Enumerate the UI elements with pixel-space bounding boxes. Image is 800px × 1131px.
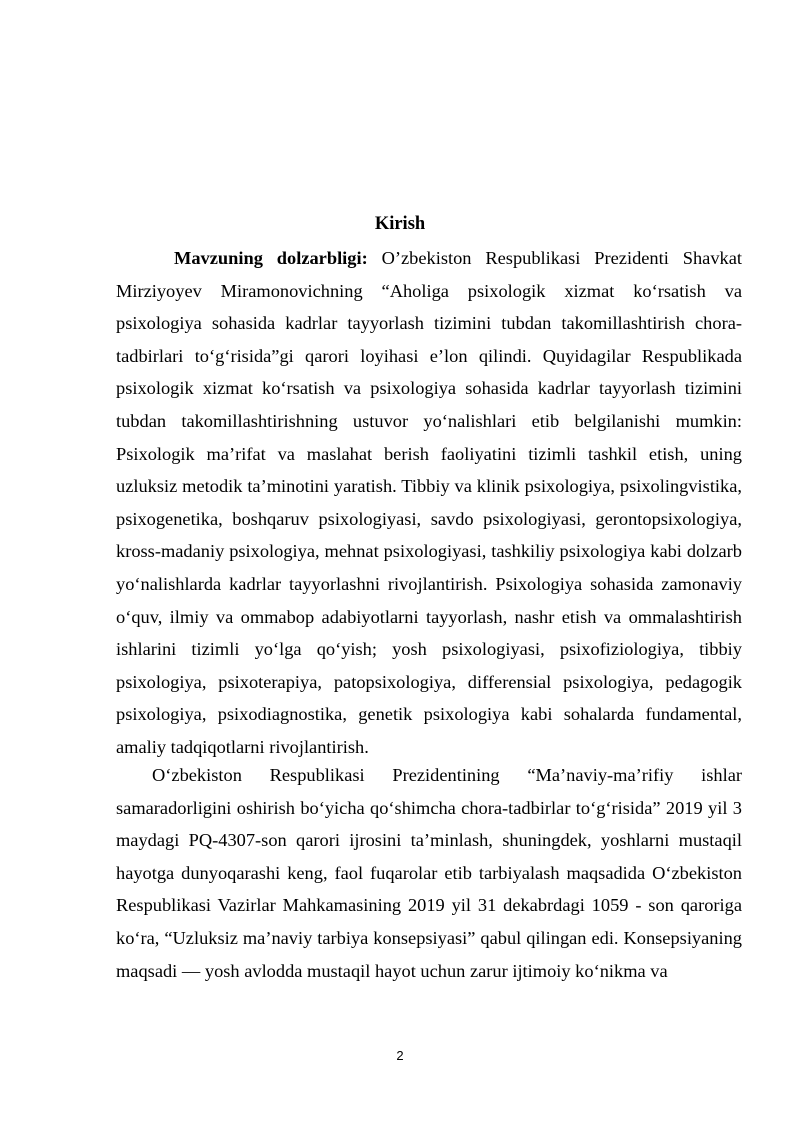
paragraph-lead: Mavzuning dolzarbligi:: [174, 248, 368, 268]
paragraph-text: O’zbekiston Respublikasi Prezidenti Shavkat Mirziyoyev Miramonovichning “Aholiga psixologik xizmat ko‘rsatish va psixologiya sohasida kadrlar tayyorlash tizimini tubdan takomillashtirish chora-tadbirlari to‘g‘risida”gi qarori loyihasi e’lon qilindi. Quyidagilar Respublikada psixologik xizmat ko‘rsatish va psixologiya sohasida kadrlar tayyorlash tizimini tubdan takomillashtirishning ustuvor yo‘nalishlari etib belgilanishi mumkin: Psixologik ma’rifat va maslahat berish faoliyatini tizimli tashkil etish, uning uzluksiz metodik ta’minotini yaratish. Tibbiy va klinik psixologiya, psixolingvistika, psixogenetika, boshqaruv psixologiyasi, savdo psixologiyasi, gerontopsixologiya, kross-madaniy psixologiya, mehnat psixologiyasi, tashkiliy psixologiya kabi dolzarb yo‘nalishlarda kadrlar tayyorlashni rivojlantirish. Psixologiya sohasida zamonaviy o‘quv, ilmiy va ommabop adabiyotlarni tayyorlash, nashr etish va ommalashtirish ishlarini tizimli yo‘lga qo‘yish; yosh psixologiyasi, psixofiziologiya, tibbiy psixologiya, psixoterapiya, patopsixologiya, differensial psixologiya, pedagogik psixologiya, psixodiagnostika, genetik psixologiya kabi sohalarda fundamental, amaliy tadqiqotlarni rivojlantirish.: [116, 248, 742, 757]
paragraph-concept: [116, 759, 742, 987]
section-title: Kirish: [374, 214, 426, 234]
paragraph-relevance: [116, 242, 742, 764]
paragraph-text: O‘zbekiston Respublikasi Prezidentining “Ma’naviy-ma’rifiy ishlar samaradorligini oshirish bo‘yicha qo‘shimcha chora-tadbirlar to‘g‘risida” 2019 yil 3 maydagi PQ-4307-son qarori ijrosini ta’minlash, shuningdek, yoshlarni mustaqil hayotga dunyoqarashi keng, faol fuqarolar etib tarbiyalash maqsadida O‘zbekiston Respublikasi Vazirlar Mahkamasining 2019 yil 31 dekabrdagi 1059 - son qaroriga ko‘ra, “Uzluksiz ma’naviy tarbiya konsepsiyasi” qabul qilingan edi. Konsepsiyaning maqsadi — yosh avlodda mustaqil hayot uchun zarur ijtimoiy ko‘nikma va: [116, 765, 742, 981]
page-number: 2: [396, 1048, 404, 1063]
